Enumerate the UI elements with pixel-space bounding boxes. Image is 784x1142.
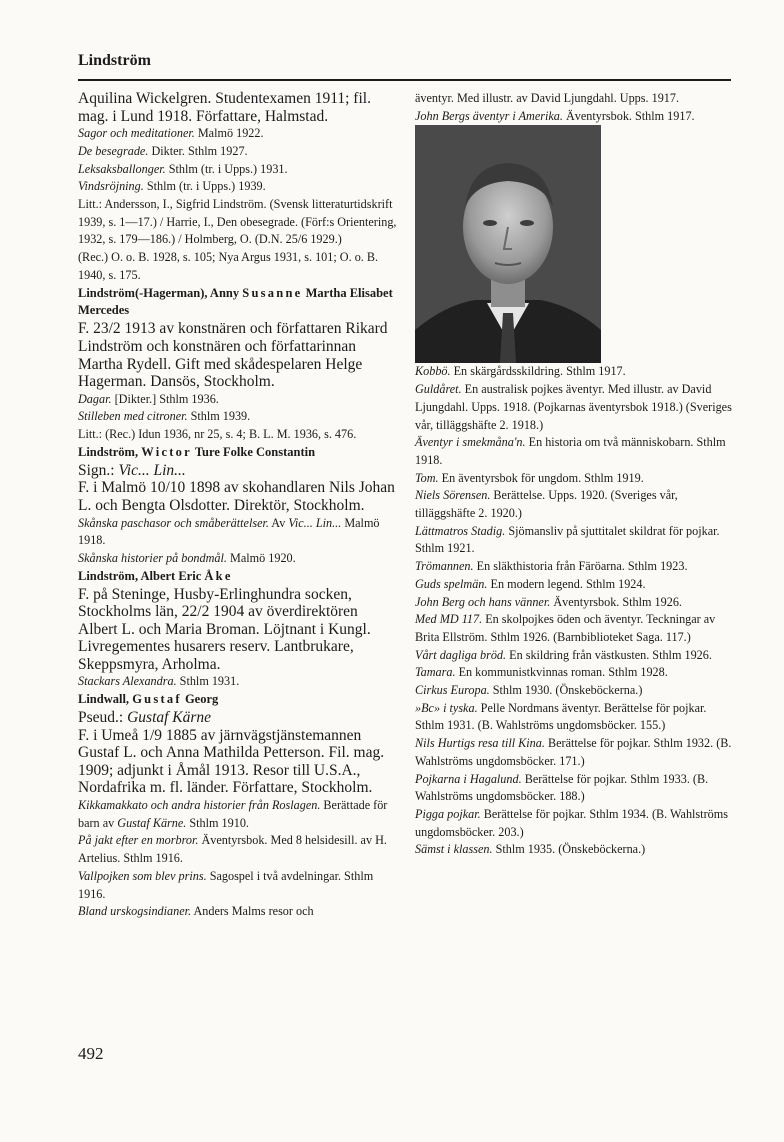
literature-reference: Litt.: (Rec.) Idun 1936, nr 25, s. 4; B. L. M. 1936, s. 476. (78, 427, 357, 442)
work-title: Dagar. (78, 391, 112, 406)
work-details: En äventyrsbok för ungdom. Sthlm 1919. (438, 470, 644, 485)
work-item (78, 515, 398, 550)
work-item (415, 700, 738, 735)
work-item (415, 664, 738, 682)
heading-part: Ture Folke Constantin (191, 444, 316, 459)
work-details: [Dikter.] Sthlm 1936. (111, 391, 219, 406)
work-title: Kobbö. (415, 364, 451, 379)
work-item (415, 108, 738, 126)
work-title: Niels Sörensen. (415, 488, 491, 503)
work-item (415, 594, 738, 612)
author-portrait-photo (415, 125, 601, 363)
heading-part: Lindwall, (78, 692, 133, 707)
work-title: Skånska historier på bondmål. (78, 550, 227, 565)
work-details: Sthlm (tr. i Upps.) 1939. (143, 179, 266, 194)
work-details: Äventyrsbok. Sthlm 1917. (562, 108, 695, 123)
work-details: Äventyrsbok. Sthlm 1926. (550, 594, 682, 609)
work-details: En kommunistkvinnas roman. Sthlm 1928. (455, 665, 668, 680)
work-title: Vårt dagliga bröd. (415, 647, 507, 662)
work-details: En modern legend. Sthlm 1924. (487, 576, 646, 591)
work-title: Skånska paschasor och småberättelser. (78, 515, 269, 530)
entry-heading (78, 691, 398, 709)
work-title: Kikkamakkato och andra historier från Roslagen. (78, 798, 321, 813)
work-item (78, 903, 398, 921)
work-title: Bland urskogsindianer. (78, 904, 192, 919)
work-details: En skärgårdsskildring. Sthlm 1917. (450, 364, 626, 379)
work-item (78, 161, 398, 179)
work-details: Av (268, 515, 289, 530)
work-title: Med MD 117. (415, 612, 483, 627)
work-item (78, 178, 398, 196)
left-column (78, 90, 398, 921)
work-item (415, 841, 738, 859)
entry-paragraph: F. i Umeå 1/9 1885 av järnvägstjänstemannen Gustaf L. och Anna Mathilda Petterson. Fil. mag. 1909; adjunkt i Åmål 1913. Resor till U.S.A., Nordafrika m. fl. länder. Författare, Stockholm. (78, 726, 385, 797)
work-item (78, 673, 398, 691)
work-details: Sthlm 1931. (176, 674, 240, 689)
running-header: Lindström (78, 52, 151, 69)
right-column (415, 90, 738, 859)
work-item (415, 806, 738, 841)
work-item (415, 434, 738, 469)
work-item (78, 550, 398, 568)
work-item (415, 611, 738, 646)
work-item (78, 125, 398, 143)
work-details: Äventyrsbok. Med 8 helsidesill. av H. Artelius. Sthlm 1916. (78, 833, 387, 866)
work-title: Nils Hurtigs resa till Kina. (415, 736, 545, 751)
work-details: Anders Malms resor och (191, 904, 314, 919)
heading-part: Georg (181, 692, 219, 707)
work-item (415, 487, 738, 522)
work-author: Vic... Lin... (288, 515, 342, 530)
entry-paragraph: F. i Malmö 10/10 1898 av skohandlaren Nils Johan L. och Bengta Olsdotter. Direktör, Stockholm. (78, 479, 395, 514)
work-item-continued: äventyr. Med illustr. av David Ljungdahl. Upps. 1917. (415, 91, 680, 105)
work-title: Äventyr i smekmåna'n. (415, 435, 526, 450)
pseudonym-line (78, 709, 398, 727)
entry-paragraph: Aquilina Wickelgren. Studentexamen 1911; fil. mag. i Lund 1918. Författare, Halmstad. (78, 90, 371, 125)
work-details: Dikter. Sthlm 1927. (148, 143, 248, 158)
page-number: 492 (78, 1044, 104, 1063)
work-details: Berättade för barn av (78, 798, 388, 830)
work-title: Tamara. (415, 665, 456, 680)
work-details: Sthlm 1935. (Önskeböckerna.) (492, 842, 646, 857)
entry-heading (78, 444, 398, 462)
work-details: Pelle Nordmans äventyr. Berättelse för pojkar. Sthlm 1931. (B. Wahlströms ungdomsböcker. 155.) (415, 700, 707, 733)
work-title: »Bc» i tyska. (415, 700, 478, 715)
work-item (78, 408, 398, 426)
work-title: Vallpojken som blev prins. (78, 868, 207, 883)
work-item (415, 523, 738, 558)
work-details: En skildring från västkusten. Sthlm 1926. (506, 647, 712, 662)
signature-label: Sign.: (78, 461, 119, 479)
work-title: Tom. (415, 470, 439, 485)
work-item (78, 143, 398, 161)
work-title: Trömannen. (415, 559, 474, 574)
heading-part: Lindström, Albert Eric (78, 568, 205, 583)
heading-part: Martha Elisabet Mercedes (78, 285, 393, 318)
work-item (415, 735, 738, 770)
work-item (78, 868, 398, 903)
work-item (415, 558, 738, 576)
work-item (415, 771, 738, 806)
work-author: Gustaf Kärne. (117, 815, 187, 830)
work-item (78, 391, 398, 409)
work-item (78, 797, 398, 832)
work-item (415, 576, 738, 594)
work-title: Vindsröjning. (78, 179, 144, 194)
heading-part: Lindström, (78, 444, 142, 459)
entry-paragraph: F. på Steninge, Husby-Erlinghundra socken, Stockholms län, 22/2 1904 av överdirektören Albert L. och Maria Broman. Löjtnant i Kungl. Livregementes husarers reserv. Lantbrukare, Skeppsmyra, Arholma. (78, 585, 371, 673)
pseudonym-label: Pseud.: (78, 709, 128, 727)
heading-callname: Gustaf (132, 692, 182, 707)
work-details: Sthlm 1939. (187, 409, 251, 424)
work-item (415, 381, 738, 434)
work-item (415, 682, 738, 700)
signature-line (78, 462, 398, 480)
work-details: Berättelse. Upps. 1920. (Sveriges vår, tilläggshäfte 2. 1920.) (415, 488, 678, 521)
review-reference: (Rec.) O. o. B. 1928, s. 105; Nya Argus 1931, s. 101; O. o. B. 1940, s. 175. (78, 250, 379, 282)
work-title: John Berg och hans vänner. (415, 594, 551, 609)
signature-value: Vic... Lin... (118, 461, 186, 479)
pseudonym-value: Gustaf Kärne (127, 709, 212, 727)
literature-reference: Litt.: Andersson, I., Sigfrid Lindström. (Svensk litteraturtidskrift 1939, s. 1—17.) / Harrie, I., Den obesegrade. (Förf:s Orientering, 1932, s. 179—186.) / Holmberg, O. (D.N. 25/6 1929.) (78, 197, 397, 247)
work-title: På jakt efter en morbror. (78, 833, 199, 848)
work-details: Sthlm (tr. i Upps.) 1931. (165, 161, 288, 176)
work-details: En historia om två människobarn. Sthlm 1918. (415, 435, 726, 467)
work-title: Cirkus Europa. (415, 683, 490, 698)
work-title: John Bergs äventyr i Amerika. (415, 108, 563, 123)
work-details: Sjömansliv på sjuttitalet skildrat för pojkar. Sthlm 1921. (415, 523, 720, 556)
work-details: Berättelse för pojkar. Sthlm 1933. (B. Wahlströms ungdomsböcker. 188.) (415, 771, 709, 804)
heading-part: Lindström(-Hagerman), Anny (78, 285, 243, 300)
work-title: Guldåret. (415, 382, 462, 397)
work-details: Sagospel i två avdelningar. Sthlm 1916. (78, 868, 374, 901)
work-details: En australisk pojkes äventyr. Med illustr. av David Ljungdahl. Upps. 1918. (Pojkarnas äventyrsbok 1918.) (Sveriges vår, tilläggshäfte 2. 1918.) (415, 382, 732, 432)
work-title: Stilleben med citroner. (78, 409, 188, 424)
work-details: Malmö 1922. (194, 126, 264, 141)
entry-heading (78, 568, 398, 586)
work-title: Lättmatros Stadig. (415, 523, 506, 538)
work-details: En släkthistoria från Färöarna. Sthlm 1923. (473, 559, 688, 574)
work-details: Malmö 1918. (78, 515, 380, 548)
heading-callname: Wictor (141, 444, 192, 459)
work-item (415, 647, 738, 665)
work-title: Stackars Alexandra. (78, 674, 177, 689)
work-title: Sämst i klassen. (415, 842, 493, 857)
work-item (415, 363, 738, 381)
work-details: Berättelse för pojkar. Sthlm 1932. (B. Wahlströms ungdomsböcker. 171.) (415, 736, 732, 768)
entry-paragraph: F. 23/2 1913 av konstnären och författaren Rikard Lindström och konstnären och författarinnan Martha Rydell. Gift med skådespelaren Helge Hagerman. Dansös, Stockholm. (78, 320, 388, 391)
work-details: Malmö 1920. (226, 550, 296, 565)
work-details: Sthlm 1930. (Önskeböckerna.) (489, 683, 643, 698)
work-title: De besegrade. (78, 143, 149, 158)
portrait-drawing (415, 125, 601, 363)
work-title: Guds spelmän. (415, 576, 488, 591)
work-details: Berättelse för pojkar. Sthlm 1934. (B. Wahlströms ungdomsböcker. 203.) (415, 806, 728, 839)
work-title: Sagor och meditationer. (78, 126, 195, 141)
work-title: Leksaksballonger. (78, 161, 166, 176)
heading-callname: Susanne (242, 285, 303, 300)
header-rule (78, 79, 731, 81)
heading-callname: Åke (204, 568, 233, 583)
work-item (78, 832, 398, 867)
work-title: Pojkarna i Hagalund. (415, 771, 522, 786)
work-details: Sthlm 1910. (186, 815, 249, 830)
entry-heading (78, 285, 398, 321)
work-title: Pigga pojkar. (415, 806, 481, 821)
work-item (415, 470, 738, 488)
work-details: En skolpojkes öden och äventyr. Teckningar av Brita Ellström. Sthlm 1926. (Barnbiblioteket Saga. 117.) (415, 612, 716, 644)
